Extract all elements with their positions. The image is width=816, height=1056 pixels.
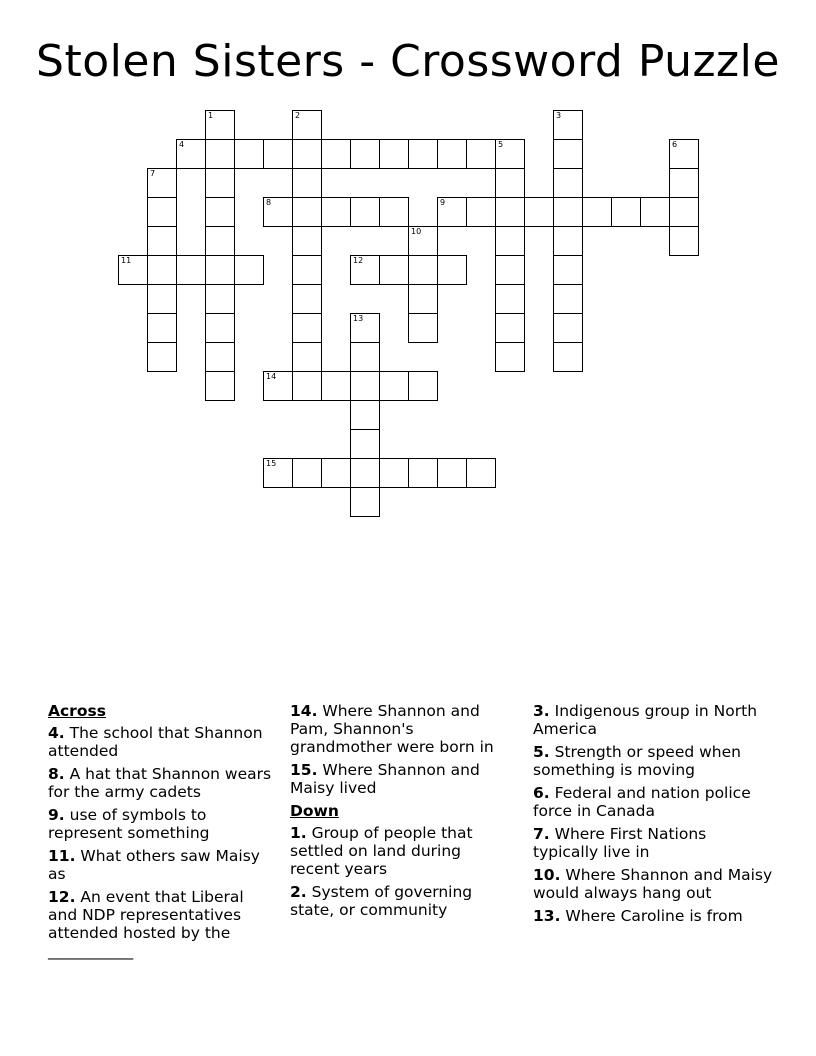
clue-text: System of governing state, or community	[290, 883, 473, 919]
grid-cell[interactable]	[292, 139, 322, 169]
grid-cell[interactable]	[263, 139, 293, 169]
grid-cell[interactable]	[408, 255, 438, 285]
grid-cell[interactable]	[553, 255, 583, 285]
grid-cell[interactable]	[350, 429, 380, 459]
grid-cell[interactable]	[205, 255, 235, 285]
clue-text: An event that Liberal and NDP representatives attended hosted by the ___________	[48, 888, 244, 960]
grid-cell[interactable]	[408, 313, 438, 343]
cell-number: 14	[266, 372, 277, 381]
grid-cell[interactable]	[176, 255, 206, 285]
grid-cell[interactable]	[350, 371, 380, 401]
across-heading: Across	[48, 702, 106, 720]
grid-cell[interactable]	[205, 313, 235, 343]
clue-text: use of symbols to represent something	[48, 806, 210, 842]
cell-number: 12	[353, 256, 364, 265]
grid-cell[interactable]	[292, 168, 322, 198]
clue-text: Group of people that settled on land during recent years	[290, 824, 473, 878]
grid-cell[interactable]	[234, 139, 264, 169]
clue-number: 8.	[48, 765, 65, 783]
clue-number: 3.	[533, 702, 550, 720]
cell-number: 1	[208, 111, 214, 120]
grid-cell[interactable]	[205, 197, 235, 227]
clue-down-7	[533, 825, 773, 861]
grid-cell[interactable]	[176, 139, 206, 169]
grid-cell[interactable]	[669, 226, 699, 256]
clue-down-1	[290, 824, 515, 878]
grid-cell[interactable]	[669, 197, 699, 227]
cell-number: 13	[353, 314, 364, 323]
grid-cell[interactable]	[466, 458, 496, 488]
grid-cell[interactable]	[292, 458, 322, 488]
clues-column-3	[533, 702, 773, 930]
grid-cell[interactable]	[553, 139, 583, 169]
grid-cell[interactable]	[611, 197, 641, 227]
clue-down-3	[533, 702, 773, 738]
grid-cell[interactable]	[292, 371, 322, 401]
grid-cell[interactable]	[292, 255, 322, 285]
clue-number: 7.	[533, 825, 550, 843]
grid-cell[interactable]	[408, 139, 438, 169]
clue-text: What others saw Maisy as	[48, 847, 260, 883]
clue-text: Indigenous group in North America	[533, 702, 758, 738]
clue-across-4	[48, 724, 273, 760]
grid-cell[interactable]	[350, 342, 380, 372]
grid-cell[interactable]	[379, 458, 409, 488]
grid-cell[interactable]	[147, 342, 177, 372]
grid-cell[interactable]	[553, 168, 583, 198]
grid-cell[interactable]	[437, 139, 467, 169]
grid-cell[interactable]	[205, 110, 235, 140]
grid-cell[interactable]	[437, 458, 467, 488]
grid-cell[interactable]	[553, 342, 583, 372]
grid-cell[interactable]	[350, 255, 380, 285]
clue-number: 4.	[48, 724, 65, 742]
clue-across-15	[290, 761, 515, 797]
cell-number: 3	[556, 111, 562, 120]
grid-cell[interactable]	[466, 197, 496, 227]
clue-down-10	[533, 866, 773, 902]
clue-number: 9.	[48, 806, 65, 824]
grid-cell[interactable]	[408, 371, 438, 401]
cell-number: 11	[121, 256, 132, 265]
clue-text: Where Shannon and Maisy would always hang out	[533, 866, 773, 902]
clue-number: 1.	[290, 824, 307, 842]
grid-cell[interactable]	[437, 197, 467, 227]
grid-cell[interactable]	[495, 197, 525, 227]
grid-cell[interactable]	[553, 284, 583, 314]
clues-column-1	[48, 702, 273, 965]
clue-down-2	[290, 883, 515, 919]
grid-cell[interactable]	[437, 255, 467, 285]
grid-cell[interactable]	[292, 110, 322, 140]
grid-cell[interactable]	[292, 197, 322, 227]
grid-cell[interactable]	[495, 342, 525, 372]
grid-cell[interactable]	[379, 139, 409, 169]
grid-cell[interactable]	[350, 458, 380, 488]
cell-number: 2	[295, 111, 301, 120]
grid-cell[interactable]	[321, 458, 351, 488]
clue-text: A hat that Shannon wears for the army cadets	[48, 765, 272, 801]
clue-text: Strength or speed when something is moving	[533, 743, 741, 779]
grid-cell[interactable]	[263, 458, 293, 488]
grid-cell[interactable]	[147, 197, 177, 227]
clue-across-12	[48, 888, 273, 960]
grid-cell[interactable]	[669, 139, 699, 169]
down-heading: Down	[290, 802, 339, 820]
grid-cell[interactable]	[147, 168, 177, 198]
clue-number: 5.	[533, 743, 550, 761]
grid-cell[interactable]	[495, 313, 525, 343]
clue-number: 11.	[48, 847, 76, 865]
grid-cell[interactable]	[292, 226, 322, 256]
grid-cell[interactable]	[147, 255, 177, 285]
cell-number: 6	[672, 140, 678, 149]
clue-number: 15.	[290, 761, 318, 779]
clue-number: 10.	[533, 866, 561, 884]
clue-across-11	[48, 847, 273, 883]
grid-cell[interactable]	[205, 139, 235, 169]
grid-cell[interactable]	[147, 226, 177, 256]
grid-cell[interactable]	[321, 197, 351, 227]
grid-cell[interactable]	[524, 197, 554, 227]
clues-column-2	[290, 702, 515, 924]
grid-cell[interactable]	[350, 197, 380, 227]
grid-cell[interactable]	[234, 255, 264, 285]
grid-cell[interactable]	[408, 458, 438, 488]
grid-cell[interactable]	[350, 139, 380, 169]
grid-cell[interactable]	[495, 226, 525, 256]
clue-number: 13.	[533, 907, 561, 925]
grid-cell[interactable]	[379, 197, 409, 227]
clue-across-8	[48, 765, 273, 801]
grid-cell[interactable]	[205, 342, 235, 372]
grid-cell[interactable]	[495, 168, 525, 198]
grid-cell[interactable]	[553, 110, 583, 140]
clue-text: Where Shannon and Pam, Shannon's grandmother were born in	[290, 702, 494, 756]
grid-cell[interactable]	[147, 313, 177, 343]
clue-text: Where Caroline is from	[565, 907, 743, 925]
clue-down-5	[533, 743, 773, 779]
grid-cell[interactable]	[466, 139, 496, 169]
clue-number: 12.	[48, 888, 76, 906]
cell-number: 5	[498, 140, 504, 149]
clue-down-6	[533, 784, 773, 820]
grid-cell[interactable]	[292, 284, 322, 314]
cell-number: 10	[411, 227, 422, 236]
grid-cell[interactable]	[205, 284, 235, 314]
grid-cell[interactable]	[379, 371, 409, 401]
cell-number: 15	[266, 459, 277, 468]
grid-cell[interactable]	[205, 371, 235, 401]
clue-number: 6.	[533, 784, 550, 802]
grid-cell[interactable]	[495, 139, 525, 169]
grid-cell[interactable]	[408, 226, 438, 256]
grid-cell[interactable]	[292, 342, 322, 372]
clue-across-14	[290, 702, 515, 756]
grid-cell[interactable]	[553, 226, 583, 256]
grid-cell[interactable]	[495, 255, 525, 285]
grid-cell[interactable]	[321, 371, 351, 401]
grid-cell[interactable]	[495, 284, 525, 314]
grid-cell[interactable]	[205, 226, 235, 256]
clue-text: Federal and nation police force in Canada	[533, 784, 751, 820]
grid-cell[interactable]	[553, 197, 583, 227]
clue-text: Where First Nations typically live in	[533, 825, 707, 861]
clue-down-13	[533, 907, 773, 925]
grid-cell[interactable]	[669, 168, 699, 198]
grid-cell[interactable]	[379, 255, 409, 285]
grid-cell[interactable]	[640, 197, 670, 227]
grid-cell[interactable]	[263, 371, 293, 401]
grid-cell[interactable]	[553, 313, 583, 343]
clue-text: The school that Shannon attended	[48, 724, 263, 760]
clue-number: 14.	[290, 702, 318, 720]
clue-number: 2.	[290, 883, 307, 901]
grid-cell[interactable]	[263, 197, 293, 227]
clue-across-9	[48, 806, 273, 842]
grid-cell[interactable]	[350, 400, 380, 430]
cell-number: 4	[179, 140, 185, 149]
grid-cell[interactable]	[118, 255, 148, 285]
grid-cell[interactable]	[205, 168, 235, 198]
grid-cell[interactable]	[408, 284, 438, 314]
grid-cell[interactable]	[582, 197, 612, 227]
cell-number: 9	[440, 198, 446, 207]
grid-cell[interactable]	[321, 139, 351, 169]
grid-cell[interactable]	[147, 284, 177, 314]
cell-number: 7	[150, 169, 156, 178]
grid-cell[interactable]	[350, 487, 380, 517]
grid-cell[interactable]	[292, 313, 322, 343]
page-title: Stolen Sisters - Crossword Puzzle	[36, 36, 780, 87]
grid-cell[interactable]	[350, 313, 380, 343]
cell-number: 8	[266, 198, 272, 207]
clue-text: Where Shannon and Maisy lived	[290, 761, 480, 797]
